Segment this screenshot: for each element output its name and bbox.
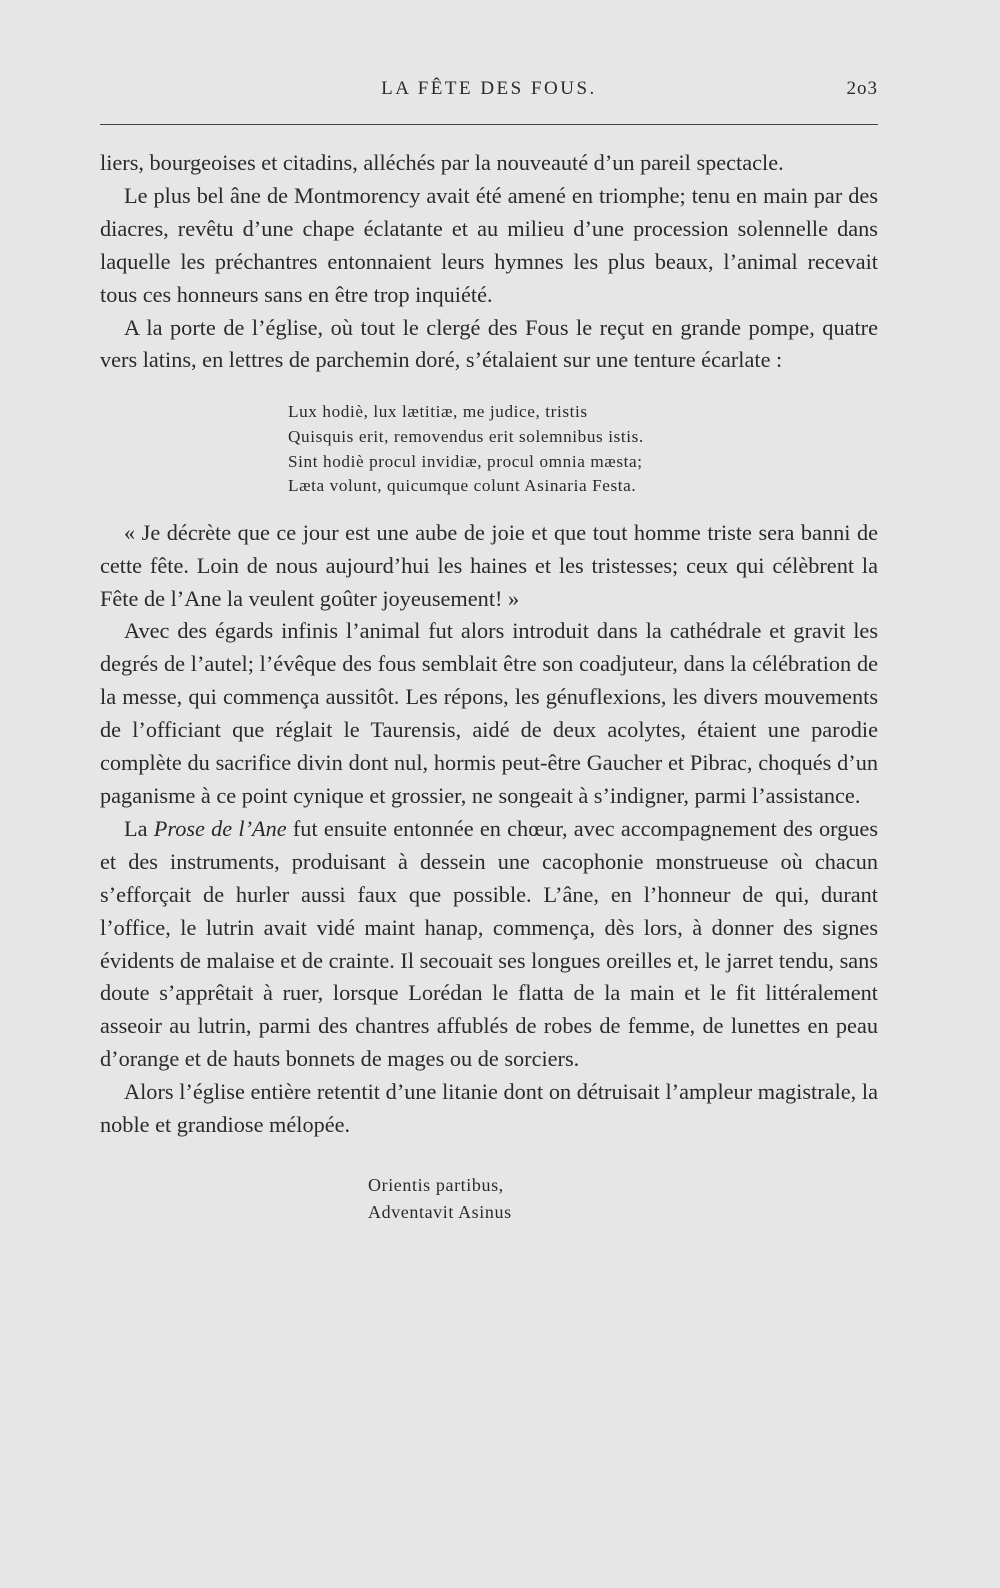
paragraph-text: fut ensuite entonnée en chœur, avec accompagnement des orgues et des instruments, produisant à dessein une cacophonie monstrueuse où chacun s’efforçait de hurler aussi faux que possible. L’âne, en l’honneur de qui, durant l’office, le lutrin avait vidé maint hanap, commença, dès lors, à donner des signes évidents de malaise et de crainte. Il secouait ses longues oreilles et, le jarret tendu, sans doute s’apprêtait à ruer, lorsque Lorédan le flatta de la main et le fit littéralement asseoir au lutrin, parmi des chantres affublés de robes de femme, de lunettes en peau d’orange et de hauts bonnets de mages ou de sorciers.: [100, 815, 878, 1072]
verse-line: Adventavit Asinus: [368, 1201, 512, 1222]
paragraph: Le plus bel âne de Montmorency avait été amené en triomphe; tenu en main par des diacres, revêtu d’une chape éclatante et au milieu d’une procession solennelle dans laquelle les préchantres entonnaient leurs hymnes les plus beaux, l’animal recevait tous ces honneurs sans en être trop inquiété.: [100, 182, 878, 307]
verse-line: Orientis partibus,: [368, 1174, 504, 1195]
paragraph: A la porte de l’église, où tout le clergé des Fous le reçut en grande pompe, quatre vers latins, en lettres de parchemin doré, s’étalaient sur une tenture écarlate :: [100, 314, 878, 373]
verse-line: Quisquis erit, removendus erit solemnibus istis.: [288, 426, 644, 446]
chant-verse-block: [368, 1172, 878, 1226]
running-head: [100, 76, 878, 104]
paragraph: Avec des égards infinis l’animal fut alors introduit dans la cathédrale et gravit les degrés de l’autel; l’évêque des fous semblait être son coadjuteur, dans la célébration de la messe, qui commença aussitôt. Les répons, les génuflexions, les divers mouvements de l’officiant que réglait le Taurensis, aidé de deux acolytes, étaient une parodie complète du sacrifice divin dont nul, hormis peut-être Gaucher et Pibrac, choqués d’un paganisme à ce point cynique et grossier, ne songeait à s’indigner, parmi l’assistance.: [100, 618, 878, 808]
verse-line: Læta volunt, quicumque colunt Asinaria Festa.: [288, 476, 637, 496]
paragraph-text: La: [124, 815, 154, 841]
paragraph-continued: liers, bourgeoises et citadins, alléchés par la nouveauté d’un pareil spectacle.: [100, 150, 784, 175]
verse-line: Sint hodiè procul invidiæ, procul omnia mæsta;: [288, 451, 643, 471]
page-number: 2o3: [846, 78, 878, 99]
latin-verse-block: [288, 400, 878, 498]
running-title: LA FÊTE DES FOUS.: [381, 78, 597, 99]
verse-line: Lux hodiè, lux lætitiæ, me judice, tristis: [288, 402, 588, 422]
paragraph: [100, 813, 878, 1076]
work-title: Prose de l’Ane: [153, 815, 287, 841]
paragraph-quotation: « Je décrète que ce jour est une aube de joie et que tout homme triste sera banni de cette fête. Loin de nous aujourd’hui les haines et les tristesses; ceux qui célèbrent la Fête de l’Ane la veulent goûter joyeusement! »: [100, 519, 878, 611]
paragraph: Alors l’église entière retentit d’une litanie dont on détruisait l’ampleur magistrale, la noble et grandiose mélopée.: [100, 1079, 878, 1138]
header-rule: [100, 124, 878, 125]
body-text: [100, 147, 878, 1226]
